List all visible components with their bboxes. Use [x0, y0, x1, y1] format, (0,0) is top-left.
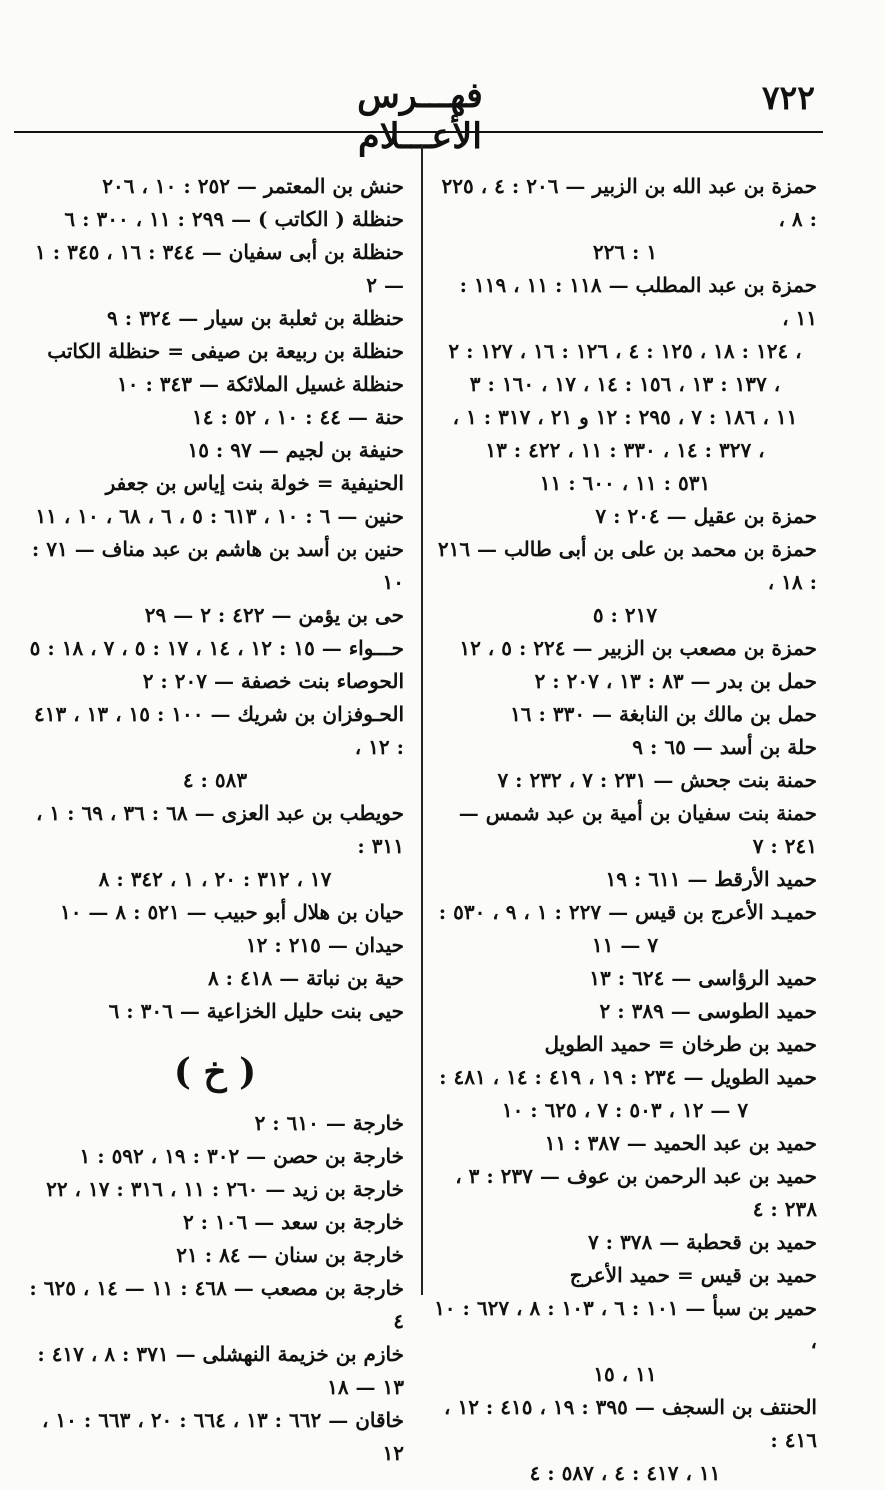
index-entry-continuation: ٥٣١ : ١١ ، ٦٠٠ : ١١: [539, 471, 711, 495]
index-entry-line: الحنيفية = خولة بنت إياس بن جعفر: [105, 471, 404, 495]
column-divider: [421, 145, 423, 1295]
index-entry-continuation: ٧ — ١١: [591, 933, 659, 957]
index-entry: [433, 665, 817, 698]
index-entry: [26, 467, 404, 500]
index-entry-line: حمير بن سبأ — ١٠١ : ٦ ، ١٠٣ : ٨ ، ٦٢٧ : ١٠ ،: [434, 1296, 817, 1353]
index-entry-line: حنظلة غسيل الملائكة — ٣٤٣ : ١٠: [117, 372, 404, 396]
index-entry: [26, 599, 404, 632]
index-entry: [26, 929, 404, 962]
index-entry: [433, 698, 817, 731]
index-entry-line: حيى بنت حليل الخزاعية — ٣٠٦ : ٦: [108, 999, 404, 1023]
index-entry: [26, 368, 404, 401]
index-entry-line: حمنة بنت سفيان بن أمية بن عبد شمس — ٢٤١ : ٧: [458, 801, 817, 858]
page-number: ٧٢٢: [761, 78, 815, 117]
index-column-right: [433, 170, 817, 1490]
index-entry: [433, 1127, 817, 1160]
index-entry: [26, 170, 404, 203]
index-entry-continuation: ٥٨٣ : ٤: [182, 768, 248, 792]
index-entry: [26, 632, 404, 665]
index-entry-line: الحـوفزان بن شريك — ١٠٠ : ١٥ ، ١٣ ، ٤١٣ : ١٢ ،: [34, 702, 404, 759]
page-header: [0, 0, 885, 157]
index-entry-line: حمل بن بدر — ٨٣ : ١٣ ، ٢٠٧ : ٢: [534, 669, 817, 693]
index-entry: [26, 1206, 404, 1239]
index-entry: [433, 500, 817, 533]
index-entry-line: حمزة بن عبد المطلب — ١١٨ : ١١ ، ١١٩ : ١١ ،: [459, 273, 817, 330]
index-column-left: [26, 170, 404, 1470]
index-entry: [433, 170, 817, 269]
index-entry: [433, 896, 817, 962]
index-entry: [433, 1391, 817, 1490]
index-entry-line: حميد بن طرخان = حميد الطويل: [544, 1032, 817, 1056]
index-entry-line: حنين بن أسد بن هاشم بن عبد مناف — ٧١ : ١٠: [31, 537, 404, 594]
index-entry: [433, 1292, 817, 1391]
index-entry-continuation: ١ : ٢٢٦: [592, 240, 658, 264]
index-entry: [433, 797, 817, 863]
index-entry: [26, 665, 404, 698]
index-entry: [433, 1028, 817, 1061]
index-entry-line: حميد الأرقط — ٦١١ : ١٩: [605, 867, 817, 891]
index-entry: [26, 1107, 404, 1140]
index-entry-line: حويطب بن عبد العزى — ٦٨ : ٣٦ ، ٦٩ : ١ ، ٣١١ :: [35, 801, 404, 858]
index-entry: [26, 995, 404, 1028]
index-entry: [433, 863, 817, 896]
index-entry-line: خارجة بن سعد — ١٠٦ : ٢: [182, 1210, 404, 1234]
index-entry: [433, 1160, 817, 1226]
index-entry: [433, 962, 817, 995]
index-entry-line: حية بن نباتة — ٤١٨ : ٨: [207, 966, 404, 990]
index-entry: [26, 434, 404, 467]
index-entry-line: حنظلة بن ثعلبة بن سيار — ٣٢٤ : ٩: [107, 306, 404, 330]
index-entry: [433, 764, 817, 797]
index-entries-ha: [26, 170, 404, 1028]
index-entry-line: حميد بن عبد الحميد — ٣٨٧ : ١١: [544, 1131, 817, 1155]
index-entry: [433, 995, 817, 1028]
index-entry: [26, 797, 404, 896]
index-entry: [26, 302, 404, 335]
index-entry-continuation: ١٧ ، ٣١٢ : ٢٠ ، ١ ، ٣٤٢ : ٨: [98, 867, 332, 891]
index-entry-continuation: ١٣٧ : ١٣ ، ١٥٦ : ١٤ ، ١٧ ، ١٦٠ : ٣ ،: [469, 372, 781, 396]
index-entry-line: حنين — ٦ : ١٠ ، ٦١٣ : ٥ ، ٦ ، ٦٨ ، ١٠ ، ١١: [35, 504, 404, 528]
index-entry: [26, 962, 404, 995]
index-entry-line: حميد بن عبد الرحمن بن عوف — ٢٣٧ : ٣ ، ٢٣٨ : ٤: [455, 1164, 817, 1221]
section-letter-kha: ( خ ): [173, 1051, 257, 1093]
index-entry: [26, 500, 404, 533]
index-entry-line: خارجة بن حصن — ٣٠٢ : ١٩ ، ٥٩٢ : ١: [79, 1144, 404, 1168]
index-entry: [433, 269, 817, 500]
index-entry-line: خارجة بن زيد — ٢٦٠ : ١١ ، ٣١٦ : ١٧ ، ٢٢: [46, 1177, 404, 1201]
index-entry: [433, 1061, 817, 1127]
index-entry-continuation: ١١ ، ٤١٧ : ٤ ، ٥٨٧ : ٤: [529, 1461, 721, 1485]
index-entry-line: حمنة بنت جحش — ٢٣١ : ٧ ، ٢٣٢ : ٧: [497, 768, 817, 792]
index-entry-line: حميد الطويل — ٢٣٤ : ١٩ ، ٤١٩ : ١٤ ، ٤٨١ :: [439, 1065, 817, 1089]
index-entry: [26, 1140, 404, 1173]
index-entry-line: حميد بن قحطبة — ٣٧٨ : ٧: [587, 1230, 817, 1254]
index-entry: [26, 1404, 404, 1470]
index-entry: [26, 401, 404, 434]
index-entry-line: حيان بن هلال أبو حبيب — ٥٢١ : ٨ — ١٠: [59, 900, 404, 924]
index-entry-line: خارجة بن سنان — ٨٤ : ٢١: [176, 1243, 404, 1267]
index-entry-line: حمزة بن مصعب بن الزبير — ٢٢٤ : ٥ ، ١٢: [459, 636, 817, 660]
running-title: فهـــرس الأعـــلام: [357, 75, 483, 157]
index-entry: [433, 1226, 817, 1259]
index-entry: [26, 203, 404, 236]
index-entry-line: الحوصاء بنت خصفة — ٢٠٧ : ٢: [142, 669, 404, 693]
index-entry-line: حنظلة بن أبى سفيان — ٣٤٤ : ١٦ ، ٣٤٥ : ١ — ٢: [35, 240, 404, 297]
index-entry-continuation: ٧ — ١٢ ، ٥٠٣ : ٧ ، ٦٢٥ : ١٠: [501, 1098, 749, 1122]
index-entry-line: حمزة بن عبد الله بن الزبير — ٢٠٦ : ٤ ، ٢٢٥ : ٨ ،: [441, 174, 817, 231]
index-entry-line: حنش بن المعتمر — ٢٥٢ : ١٠ ، ٢٠٦: [102, 174, 404, 198]
index-entry-continuation: ١١ ، ١٨٦ : ٧ ، ٢٩٥ : ١٢ و ٢١ ، ٣١٧ : ١ ،: [452, 405, 798, 429]
index-entry-continuation: ٢١٧ : ٥: [592, 603, 658, 627]
index-entries-kha: [26, 1107, 404, 1470]
index-entry-line: خاقان — ٦٦٢ : ١٣ ، ٦٦٤ : ٢٠ ، ٦٦٣ : ١٠ ، ١٢: [41, 1408, 404, 1465]
index-entry-line: حـــواء — ١٥ : ١٢ ، ١٤ ، ١٧ : ٥ ، ٧ ، ١٨ : ٥: [29, 636, 404, 660]
index-entry-line: الحنتف بن السجف — ٣٩٥ : ١٩ ، ٤١٥ : ١٢ ، ٤١٦ :: [444, 1395, 817, 1452]
index-entry: [433, 632, 817, 665]
index-entry-continuation: ١٢٤ : ١٨ ، ١٢٥ : ٤ ، ١٢٦ : ١٦ ، ١٢٧ : ٢ ،: [448, 339, 802, 363]
index-entry-line: حمزة بن عقيل — ٢٠٤ : ٧: [595, 504, 817, 528]
index-entry: [433, 533, 817, 632]
index-entry-line: حميد الطوسى — ٣٨٩ : ٢: [599, 999, 817, 1023]
index-entry-line: خارجة — ٦١٠ : ٢: [254, 1111, 404, 1135]
index-entry: [26, 698, 404, 797]
index-entry: [26, 1239, 404, 1272]
index-entry-line: حنظلة ( الكاتب ) — ٢٩٩ : ١١ ، ٣٠٠ : ٦: [64, 207, 404, 231]
index-entry-line: حنيفة بن لجيم — ٩٧ : ١٥: [187, 438, 404, 462]
index-entry: [433, 731, 817, 764]
index-entry-line: حلة بن أسد — ٦٥ : ٩: [632, 735, 817, 759]
header-rule: [14, 131, 823, 133]
index-entry-line: حنة — ٤٤ : ١٠ ، ٥٢ : ١٤: [192, 405, 404, 429]
index-entry-line: خارجة بن مصعب — ٤٦٨ : ١١ — ١٤ ، ٦٢٥ : ٤: [29, 1276, 404, 1333]
index-entry: [26, 236, 404, 302]
index-entry-line: خازم بن خزيمة النهشلى — ٣٧١ : ٨ ، ٤١٧ : ١٣ — ١٨: [37, 1342, 404, 1399]
index-entry-line: حمزة بن محمد بن على بن أبى طالب — ٢١٦ : ١٨ ،: [437, 537, 817, 594]
index-entry-continuation: ٣٢٧ : ١٤ ، ٣٣٠ : ١١ ، ٤٢٢ : ١٣ ،: [485, 438, 765, 462]
index-entry-line: حى بن يؤمن — ٤٢٢ : ٢ — ٢٩: [144, 603, 404, 627]
index-entry-line: حمل بن مالك بن النابغة — ٣٣٠ : ١٦: [510, 702, 817, 726]
index-entry-line: حميد بن قيس = حميد الأعرج: [569, 1263, 817, 1287]
index-entry-continuation: ١١ ، ١٥: [593, 1362, 657, 1386]
index-entry: [26, 1272, 404, 1338]
index-entry-line: حميـد الأعرج بن قيس — ٢٢٧ : ١ ، ٩ ، ٥٣٠ :: [438, 900, 817, 924]
index-entry-line: حميد الرؤاسى — ٦٢٤ : ١٣: [589, 966, 817, 990]
index-entry: [433, 1259, 817, 1292]
index-entry-line: حنظلة بن ربيعة بن صيفى = حنظلة الكاتب: [47, 339, 404, 363]
index-entry: [26, 1173, 404, 1206]
index-entry: [26, 896, 404, 929]
index-entry: [26, 533, 404, 599]
index-entry-line: حيدان — ٢١٥ : ١٢: [245, 933, 404, 957]
index-entry: [26, 335, 404, 368]
